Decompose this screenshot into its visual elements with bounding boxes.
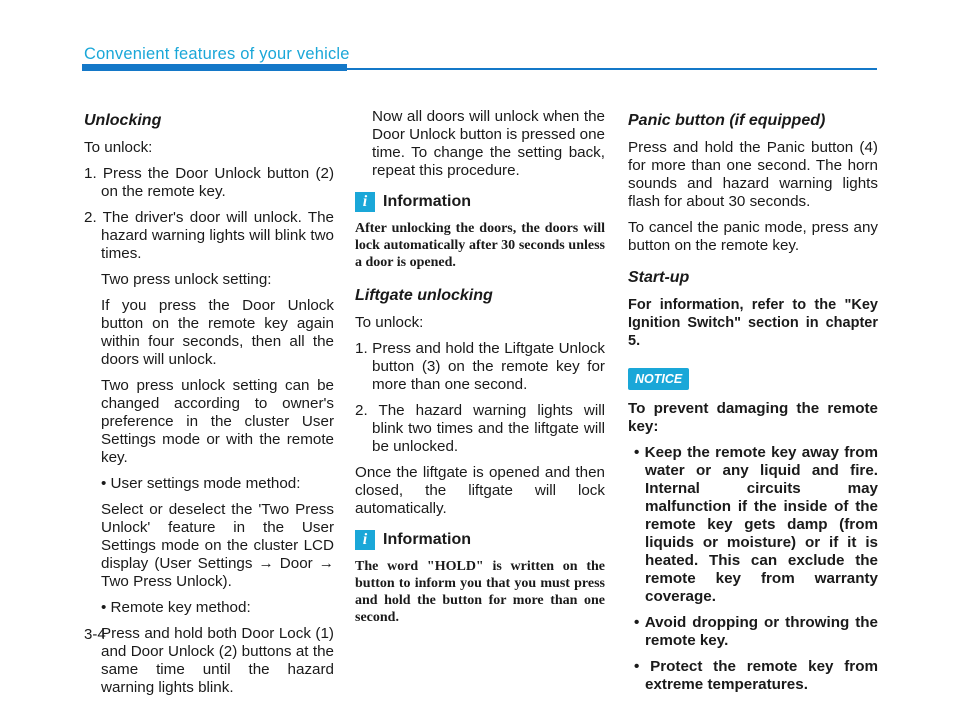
unlock-intro: To unlock: [84, 139, 153, 156]
remote-key-bullet: • Remote key method: [101, 599, 251, 616]
unlock-step-1: 1. Press the Door Unlock button (2) on the remote key. [84, 165, 334, 200]
page-header-title: Convenient features of your vehicle [84, 45, 350, 63]
panic-paragraph-2: To cancel the panic mode, press any button on the remote key. [628, 219, 878, 254]
notice-badge: NOTICE [628, 368, 689, 390]
liftgate-step-1: 1. Press and hold the Liftgate Unlock button (3) on the remote key for more than one second. [355, 340, 605, 393]
column-right [628, 108, 878, 702]
liftgate-intro: To unlock: [355, 314, 424, 331]
column-left [84, 108, 334, 705]
section-title-unlocking: Unlocking [84, 112, 162, 129]
column-middle [355, 108, 605, 642]
notice-intro: To prevent damaging the remote key: [628, 400, 878, 435]
information-text-2: The word "HOLD" is written on the button to inform you that you must press and hold the button for more than one second. [355, 559, 605, 625]
header-accent-bar [82, 64, 347, 71]
user-settings-bullet: • User settings mode method: [101, 475, 301, 492]
liftgate-text: Once the liftgate is opened and then closed, the liftgate will lock automatically. [355, 464, 605, 517]
information-title-2: Information [383, 531, 471, 548]
liftgate-step-2: 2. The hazard warning lights will blink two times and the liftgate will be unlocked. [355, 402, 605, 455]
information-text-1: After unlocking the doors, the doors will lock automatically after 30 seconds unless a door is opened. [355, 221, 605, 270]
header-divider-line [347, 68, 877, 70]
two-press-continuation: Now all doors will unlock when the Door Unlock button is pressed one time. To change the setting back, repeat this procedure. [372, 108, 606, 179]
notice-bullet-2: • Avoid dropping or throwing the remote key. [634, 614, 878, 649]
information-title-1: Information [383, 193, 471, 210]
information-box-1-header [355, 192, 605, 212]
two-press-paragraph-1: If you press the Door Unlock button on the remote key again within four seconds, then all the doors will unlock. [101, 297, 334, 368]
information-box-2-header [355, 530, 605, 550]
startup-text: For information, refer to the "Key Ignition Switch" section in chapter 5. [628, 297, 878, 349]
unlock-step-2: 2. The driver's door will unlock. The hazard warning lights will blink two times. [84, 209, 334, 262]
section-title-startup: Start-up [628, 269, 690, 286]
two-press-title: Two press unlock setting: [101, 271, 272, 288]
info-icon: i [355, 530, 375, 550]
panic-paragraph-1: Press and hold the Panic button (4) for more than one second. The horn sounds and hazard warning lights flash for about 30 seconds. [628, 139, 878, 210]
user-settings-text: Select or deselect the 'Two Press Unlock' feature in the User Settings mode on the cluster LCD display (User Settings → Door → Two Press Unlock). [101, 501, 334, 590]
remote-key-text: Press and hold both Door Lock (1) and Door Unlock (2) buttons at the same time until the hazard warning lights blink. [101, 625, 334, 696]
section-title-panic: Panic button (if equipped) [628, 112, 826, 129]
page-number: 3-4 [84, 626, 106, 643]
notice-bullet-1: • Keep the remote key away from water or any liquid and fire. Internal circuits may malfunction if the inside of the remote key gets damp (from liquids or moisture) or if it is heated. This can exclude the remote key from warranty coverage. [634, 444, 878, 605]
info-icon: i [355, 192, 375, 212]
two-press-paragraph-2: Two press unlock setting can be changed according to owner's preference in the cluster User Settings mode or with the remote key. [101, 377, 334, 466]
notice-bullet-3: • Protect the remote key from extreme temperatures. [634, 658, 878, 693]
section-title-liftgate: Liftgate unlocking [355, 287, 493, 304]
